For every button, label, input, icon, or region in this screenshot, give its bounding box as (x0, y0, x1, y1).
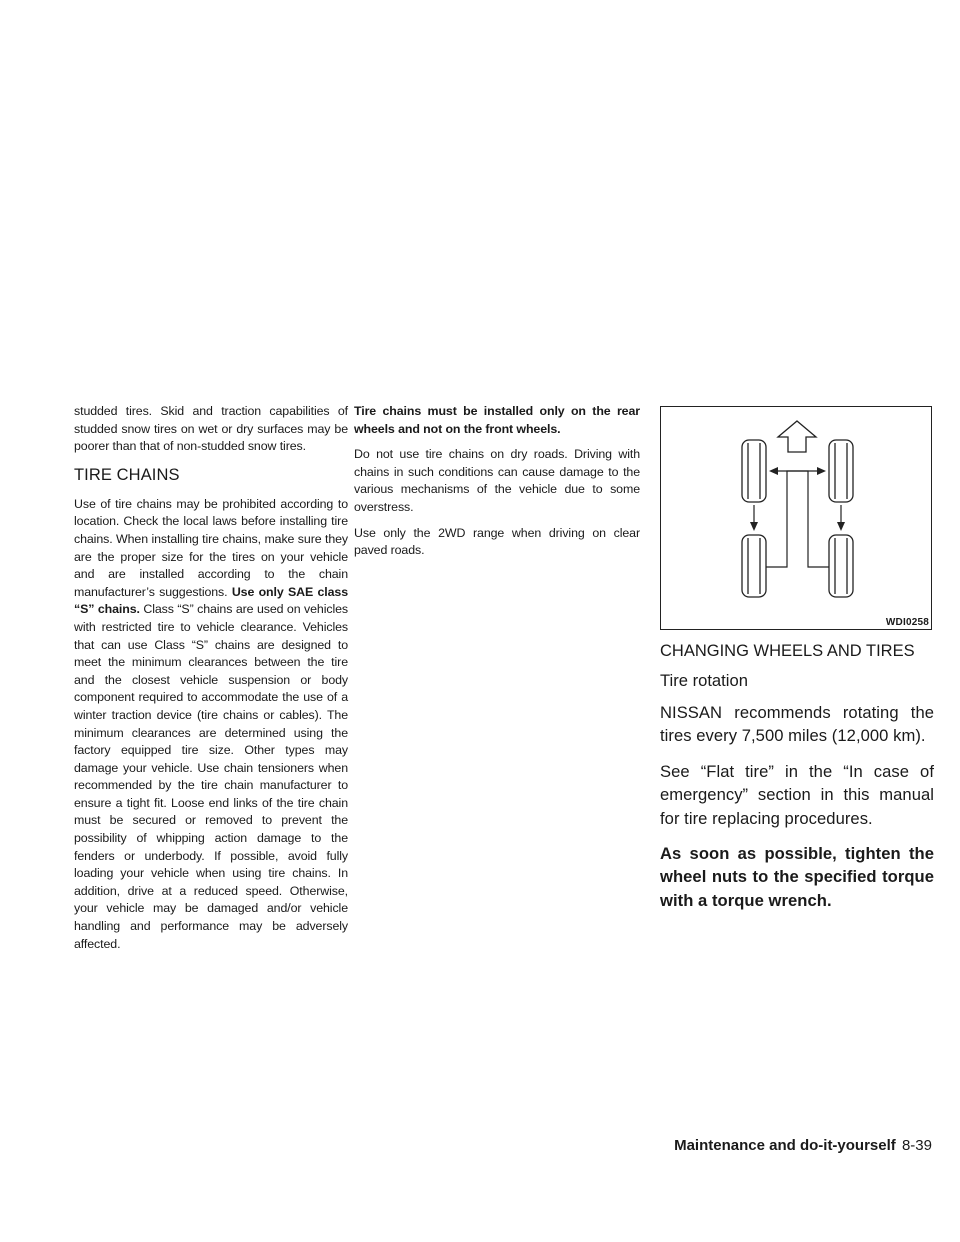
paragraph-rear-wheels-warning: Tire chains must be installed only on the rear wheels and not on the front wheels. (354, 404, 640, 436)
footer-section-title: Maintenance and do-it-yourself (674, 1137, 896, 1154)
footer-page-number: 8-39 (901, 1137, 932, 1154)
tire-rotation-diagram (661, 407, 931, 629)
heading-changing-wheels: CHANGING WHEELS AND TIRES (660, 642, 915, 660)
front-right-tire (829, 440, 853, 502)
paragraph-tire-chains (74, 496, 348, 953)
page-footer (674, 1137, 932, 1154)
paragraph-studded-tires: studded tires. Skid and traction capabilities of studded snow tires on wet or dry surfaces may be poorer than that of non-studded snow tires. (74, 404, 348, 454)
forward-direction-icon (778, 421, 816, 452)
heading-tire-chains: TIRE CHAINS (74, 465, 180, 484)
tire-rotation-figure (660, 406, 932, 630)
rear-right-tire (829, 535, 853, 597)
front-left-tire (742, 440, 766, 502)
tire-chains-text-a: Use of tire chains may be prohibited according to location. Check the local laws before installing tire chains. When installing tire chains, make sure they are the proper size for the tires on your vehicle and are installed according to the chain manufacturer’s suggestions. (74, 496, 348, 599)
column-left (74, 403, 348, 953)
paragraph-2wd-range: Use only the 2WD range when driving on clear paved roads. (354, 525, 640, 558)
paragraph-dry-roads: Do not use tire chains on dry roads. Driving with chains in such conditions can cause damage to the various mechanisms of the vehicle due to some overstress. (354, 447, 640, 514)
column-right (660, 406, 934, 912)
tire-chains-text-b: Class “S” chains are used on vehicles with restricted tire to vehicle clearance. Vehicles that can use Class “S” chains are designed to meet the minimum clearances between the tire and the closest vehicle suspension or body component required to accommodate the use of a winter traction device (tire chains or cables). The minimum clearances are determined using the factory equipped tire size. Other types may damage your vehicle. Use chain tensioners when recommended by the tire chain manufacturer to ensure a tight fit. Loose end links of the tire chain must be secured or removed to prevent the possibility of whipping action damage to the fenders or underbody. If possible, avoid fully loading your vehicle when using tire chains. In addition, drive at a reduced speed. Otherwise, your vehicle may be damaged and/or vehicle handling and performance may be adversely affected. (74, 602, 348, 951)
paragraph-rotation-interval: NISSAN recommends rotating the tires every 7,500 miles (12,000 km). (660, 703, 934, 746)
rear-left-tire (742, 535, 766, 597)
tire-chains-sae-emphasis: Use only SAE class “S” chains. (74, 584, 349, 617)
column-middle (354, 403, 640, 560)
subheading-tire-rotation: Tire rotation (660, 671, 748, 690)
paragraph-flat-tire-ref: See “Flat tire” in the “In case of emergency” section in this manual for tire replacing procedures. (660, 761, 934, 828)
paragraph-torque-warning: As soon as possible, tighten the wheel nuts to the specified torque with a torque wrench. (660, 844, 934, 910)
figure-code: WDI0258 (885, 617, 929, 628)
